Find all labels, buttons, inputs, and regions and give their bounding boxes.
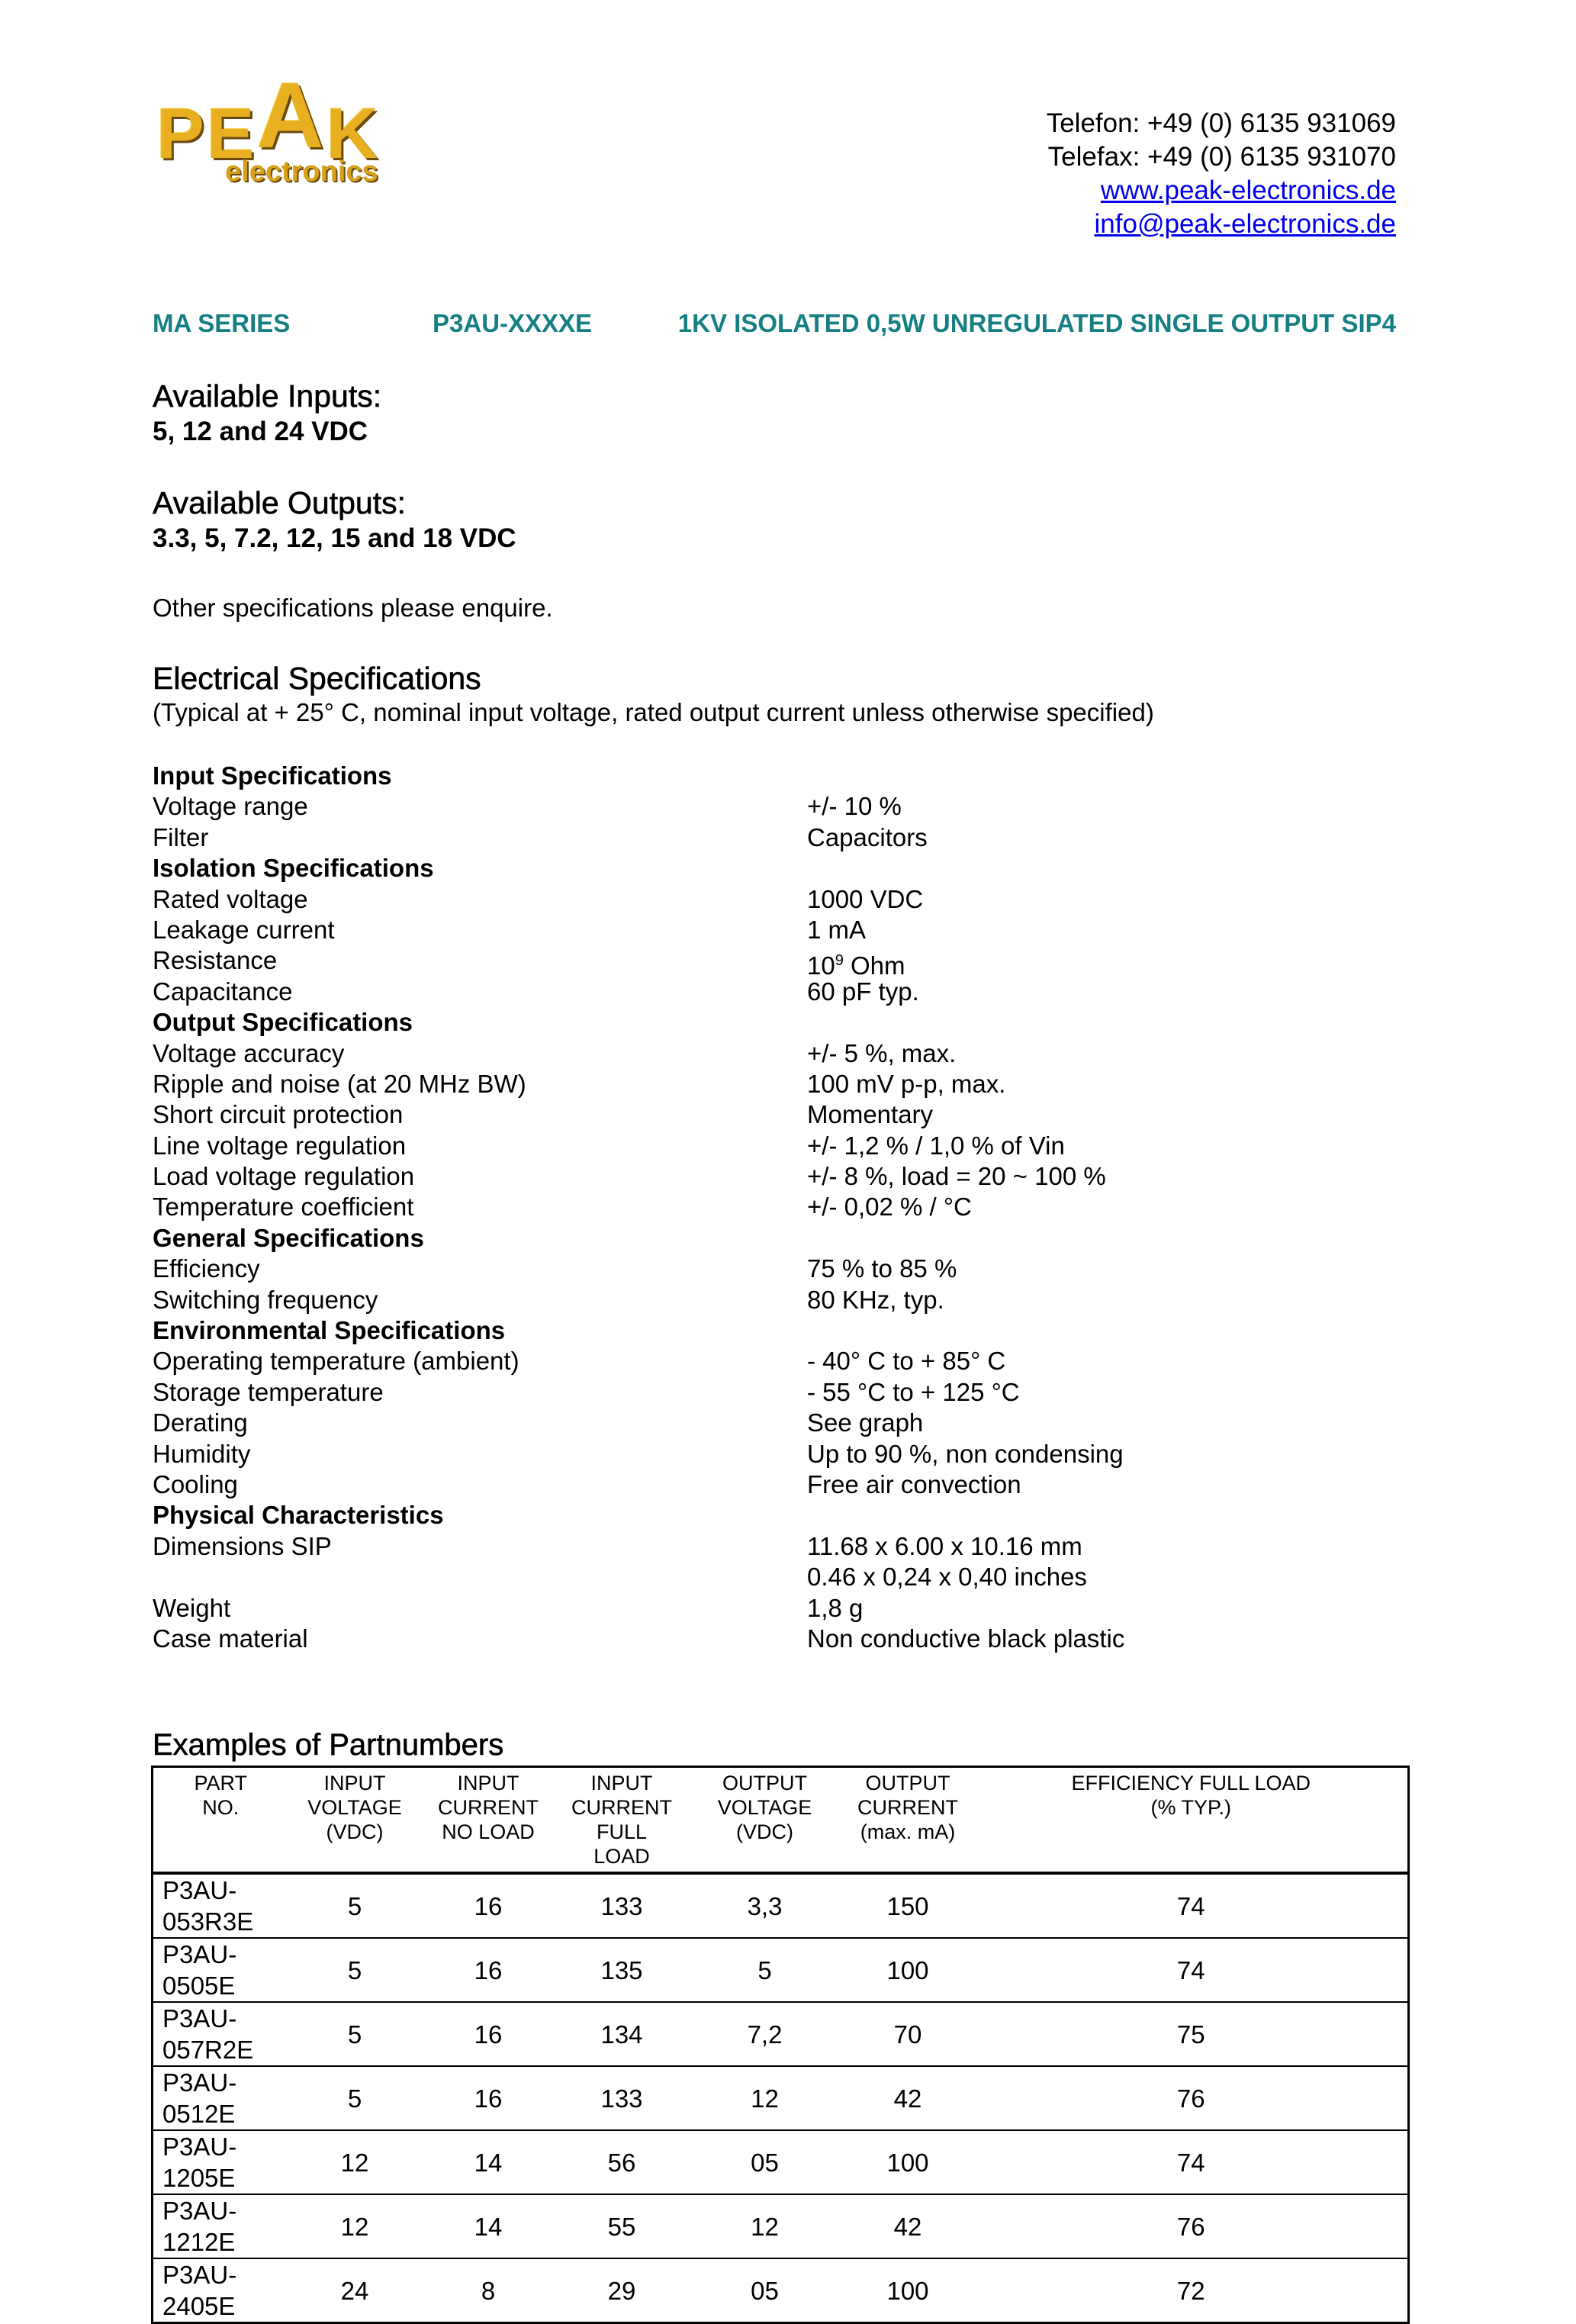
spec-label: Isolation Specifications [153,854,434,883]
table-cell: 76 [975,2194,1409,2258]
table-cell: 135 [555,1938,689,2002]
part-number-cell: P3AU-0505E [153,1938,288,2002]
table-cell: 56 [555,2130,689,2194]
column-header: EFFICIENCY FULL LOAD (% TYP.) [975,1767,1409,1874]
spec-row [153,1192,1396,1222]
table-cell: 5 [689,1938,841,2002]
spec-section-heading [153,853,1396,884]
table-cell: 05 [689,2130,841,2194]
spec-value: Capacitors [807,822,928,851]
website-link[interactable]: www.peak-electronics.de [1100,175,1396,205]
spec-row [153,915,1396,945]
available-inputs-title: Available Inputs: [153,378,382,414]
spec-row [153,1131,1396,1161]
table-row [153,2002,1409,2066]
table-cell: 72 [1176,2276,1205,2305]
table-cell: 5 [288,1938,422,2002]
electrical-specs-subtitle: (Typical at + 25° C, nominal input voltage, rated output current unless otherwise specified) [153,698,1154,726]
spec-section-heading [153,761,1396,791]
spec-label: Output Specifications [153,1008,413,1037]
phone-number: Telefon: +49 (0) 6135 931069 [1046,108,1396,138]
table-row [153,2130,1409,2194]
spec-value: 1,8 g [807,1593,864,1622]
spec-value: 11.68 x 6.00 x 10.16 mm [807,1531,1082,1560]
spec-row [153,1038,1396,1069]
part-number-cell: P3AU-053R3E [153,1873,288,1938]
table-cell: 75 [975,2002,1409,2066]
spec-value: Non conductive black plastic [807,1624,1125,1653]
part-number-cell: P3AU-1205E [153,2130,288,2194]
contact-block [1047,107,1396,241]
peak-electronics-logo [156,63,408,189]
table-cell: 74 [975,2130,1409,2194]
table-cell: 150 [841,1873,975,1938]
series-header [153,309,1396,343]
table-row [153,1873,1409,1938]
spec-value: 60 pF typ. [807,977,919,1006]
spec-row [153,1624,1396,1654]
table-cell: 29 [607,2276,636,2305]
table-cell: 16 [422,2066,555,2130]
part-number-cell: P3AU-2405E [162,2261,237,2320]
table-header-row [153,1767,1409,1874]
part-number-cell: P3AU-0512E [153,2066,288,2130]
spec-label: Load voltage regulation [153,1162,415,1191]
series-code: P3AU-XXXXE [433,309,593,337]
spec-value: 1 mA [807,915,867,944]
spec-row [153,1469,1396,1500]
table-cell: 24 [340,2276,369,2305]
logo-brand-sub: electronics [225,156,378,188]
spec-row [153,791,1396,822]
spec-row [153,1285,1396,1315]
column-header: INPUT VOLTAGE (VDC) [288,1767,422,1874]
spec-label: Operating temperature (ambient) [153,1347,519,1376]
spec-list [153,761,1396,1654]
table-cell: 74 [975,1873,1409,1938]
partnumbers-title: Examples of Partnumbers [153,1728,504,1762]
series-description: 1KV ISOLATED 0,5W UNREGULATED SINGLE OUTPUT SIP4 [677,309,1396,337]
table-cell: 12 [689,2194,841,2258]
spec-label: Line voltage regulation [153,1131,407,1160]
table-cell: 70 [841,2002,975,2066]
spec-label: Dimensions SIP [153,1531,332,1560]
electrical-specs-title: Electrical Specifications [153,661,481,696]
spec-value: +/- 10 % [807,792,902,821]
column-header: OUTPUT CURRENT (max. mA) [841,1767,975,1874]
table-cell: 12 [288,2194,422,2258]
email-link[interactable]: info@peak-electronics.de [1094,209,1396,239]
spec-label: Rated voltage [153,884,308,913]
spec-value: Free air convection [807,1469,1021,1498]
spec-value: See graph [807,1408,924,1437]
table-cell: 55 [555,2194,689,2258]
table-cell: 100 [886,2276,929,2305]
spec-row [153,1254,1396,1284]
series-name: MA SERIES [153,309,291,337]
table-cell: 134 [555,2002,689,2066]
spec-row [153,1377,1396,1408]
spec-label: Cooling [153,1469,238,1498]
spec-label: Short circuit protection [153,1100,404,1129]
spec-value: Up to 90 %, non condensing [807,1439,1124,1468]
table-cell: 133 [555,1873,689,1938]
available-outputs-title: Available Outputs: [153,485,407,520]
spec-value: +/- 0,02 % / °C [807,1193,972,1222]
spec-label: Resistance [153,946,278,975]
spec-label: Filter [153,822,209,851]
spec-label: Physical Characteristics [153,1501,444,1530]
table-cell: 05 [751,2276,779,2305]
table-cell: 133 [555,2066,689,2130]
spec-row [153,1593,1396,1624]
spec-value: +/- 8 %, load = 20 ~ 100 % [807,1162,1106,1191]
table-cell: 16 [422,1873,555,1938]
spec-value: +/- 5 %, max. [807,1038,957,1067]
spec-row [153,1346,1396,1376]
part-number-cell: P3AU-1212E [153,2194,288,2258]
spec-row [153,1099,1396,1130]
spec-row [153,1439,1396,1469]
spec-row [153,1069,1396,1099]
table-cell: 76 [975,2066,1409,2130]
logo-brand-main: PEAK [156,63,381,173]
spec-row [153,977,1396,1007]
table-cell: 16 [422,2002,555,2066]
column-header: OUTPUT VOLTAGE (VDC) [689,1767,841,1874]
table-row [153,2258,1409,2323]
spec-label: Environmental Specifications [153,1316,506,1345]
spec-section-heading [153,1500,1396,1531]
available-outputs-values: 3.3, 5, 7.2, 12, 15 and 18 VDC [153,523,516,553]
table-row [153,2194,1409,2258]
spec-value: 0.46 x 0,24 x 0,40 inches [807,1563,1087,1592]
spec-label: Switching frequency [153,1285,378,1314]
table-cell: 42 [841,2194,975,2258]
table-cell: 42 [841,2066,975,2130]
spec-label: Humidity [153,1439,251,1468]
part-number-cell: P3AU-057R2E [153,2002,288,2066]
spec-label: Derating [153,1408,248,1437]
spec-row [153,884,1396,915]
table-cell: 12 [689,2066,841,2130]
table-cell: 5 [288,2002,422,2066]
table-cell: 14 [422,2194,555,2258]
spec-label: Efficiency [153,1254,260,1283]
spec-row [153,822,1396,853]
spec-label: Weight [153,1593,231,1622]
spec-label: Ripple and noise (at 20 MHz BW) [153,1069,526,1098]
spec-label: Case material [153,1624,308,1653]
fax-number: Telefax: +49 (0) 6135 931070 [1047,142,1396,172]
spec-row [153,1531,1396,1562]
spec-section-heading [153,1315,1396,1346]
spec-section-heading [153,1223,1396,1254]
spec-label: Voltage range [153,792,308,821]
spec-label: Temperature coefficient [153,1193,414,1222]
spec-value: - 55 °C to + 125 °C [807,1377,1020,1406]
table-row [153,1938,1409,2002]
table-cell: 16 [422,1938,555,2002]
spec-value: 100 mV p-p, max. [807,1069,1006,1098]
spec-value: 75 % to 85 % [807,1254,957,1283]
spec-row [153,945,1396,980]
spec-section-heading [153,1007,1396,1038]
spec-row [153,1408,1396,1438]
table-row [153,2066,1409,2130]
table-cell: 100 [841,2130,975,2194]
table-cell: 100 [841,1938,975,2002]
spec-row [153,1562,1396,1592]
table-cell: 5 [288,1873,422,1938]
spec-label: Voltage accuracy [153,1038,345,1067]
spec-value: 1000 VDC [807,884,924,913]
table-cell: 3,3 [689,1873,841,1938]
spec-value: 80 KHz, typ. [807,1285,944,1314]
partnumbers-table [151,1766,1410,2324]
spec-value: - 40° C to + 85° C [807,1347,1006,1376]
table-cell: 74 [975,1938,1409,2002]
spec-label: Input Specifications [153,761,392,790]
spec-label: Capacitance [153,977,293,1006]
table-cell: 8 [481,2276,496,2305]
spec-label: General Specifications [153,1223,424,1252]
spec-label: Storage temperature [153,1377,384,1406]
table-cell: 12 [288,2130,422,2194]
other-specs-note: Other specifications please enquire. [153,594,553,622]
spec-value: $10^9$ Ohm [807,951,905,980]
spec-row [153,1161,1396,1192]
column-header: INPUT CURRENT FULL LOAD [555,1767,689,1874]
spec-value: Momentary [807,1100,934,1129]
spec-label: Leakage current [153,915,335,944]
table-cell: 14 [422,2130,555,2194]
table-cell: 7,2 [689,2002,841,2066]
column-header: PART NO. [153,1767,288,1874]
spec-value: +/- 1,2 % / 1,0 % of Vin [807,1131,1065,1160]
available-inputs-values: 5, 12 and 24 VDC [153,417,368,446]
table-cell: 5 [288,2066,422,2130]
column-header: INPUT CURRENT NO LOAD [422,1767,555,1874]
